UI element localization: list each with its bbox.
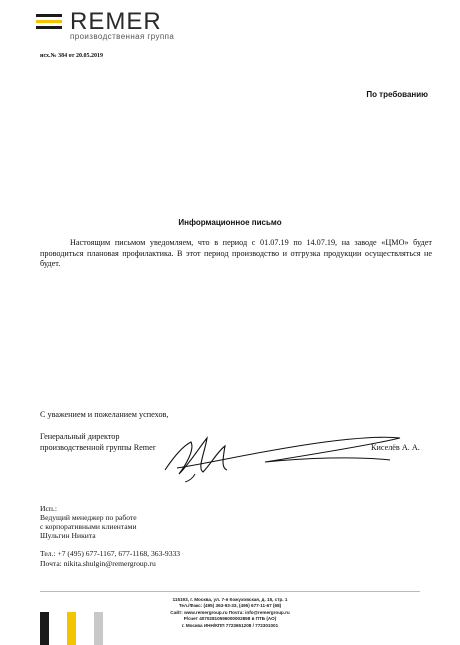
executor-label: Исп.: [40,504,57,513]
footer-stripe-black [40,612,49,645]
letter-body [40,238,432,270]
executor-role-2: с корпоративными клиентами [40,522,137,531]
footer-phones: Тел./Факс: (495) 363-93-33, (495) 677-11-67 (68) [178,603,282,609]
executor-role: Ведущий менеджер по работе [40,513,137,522]
footer-bank-account: Р/счет 40702810596000002898 в ПТБ (АО) [183,616,277,622]
letter-closing: С уважением и пожеланием успехов, [40,410,169,419]
signatory-name: Киселёв А. А. [371,443,420,452]
signatory-company: производственной группы Remer [40,443,156,452]
footer-web: Сайт: www.remergroup.ru Почта: info@remergroup.ru [170,609,290,615]
letter-body-text: Настоящим письмом уведомляем, что в период с 01.07.19 по 14.07.19, на заводе «ЦМО» будет проводиться плановая профилактика. В этот период производство и отгрузка продукции осуществляться не будет. [40,238,432,268]
footer-company-info [120,597,340,629]
outgoing-ref-number: исх.№ 384 от 20.05.2019 [40,53,103,59]
brand-name: REMER [70,8,162,35]
executor-name: Шульгин Никита [40,531,96,540]
executor-email: Почта: nikita.shulgin@remergroup.ru [40,559,156,568]
signatory-role: Генеральный директор [40,432,120,441]
footer-address: 115193, г. Москва, ул. 7-я Кожуховская, д. 15, стр. 1 [172,597,288,602]
footer-tax-ids: г. Москва ИНН/КПП 7723651208 / 772301001 [181,622,279,628]
letter-title: Информационное письмо [178,218,282,227]
brand-subtitle: производственная группа [70,32,175,41]
handwritten-signature-icon [155,428,405,483]
footer-stripe-yellow [67,612,76,645]
executor-phone: Тел.: +7 (495) 677-1167, 677-1168, 363-9333 [40,549,181,558]
footer-divider [40,591,420,592]
addressee: По требованию [366,90,428,99]
footer-stripe-gray [94,612,103,645]
brand-logo-bars-icon [36,14,62,34]
